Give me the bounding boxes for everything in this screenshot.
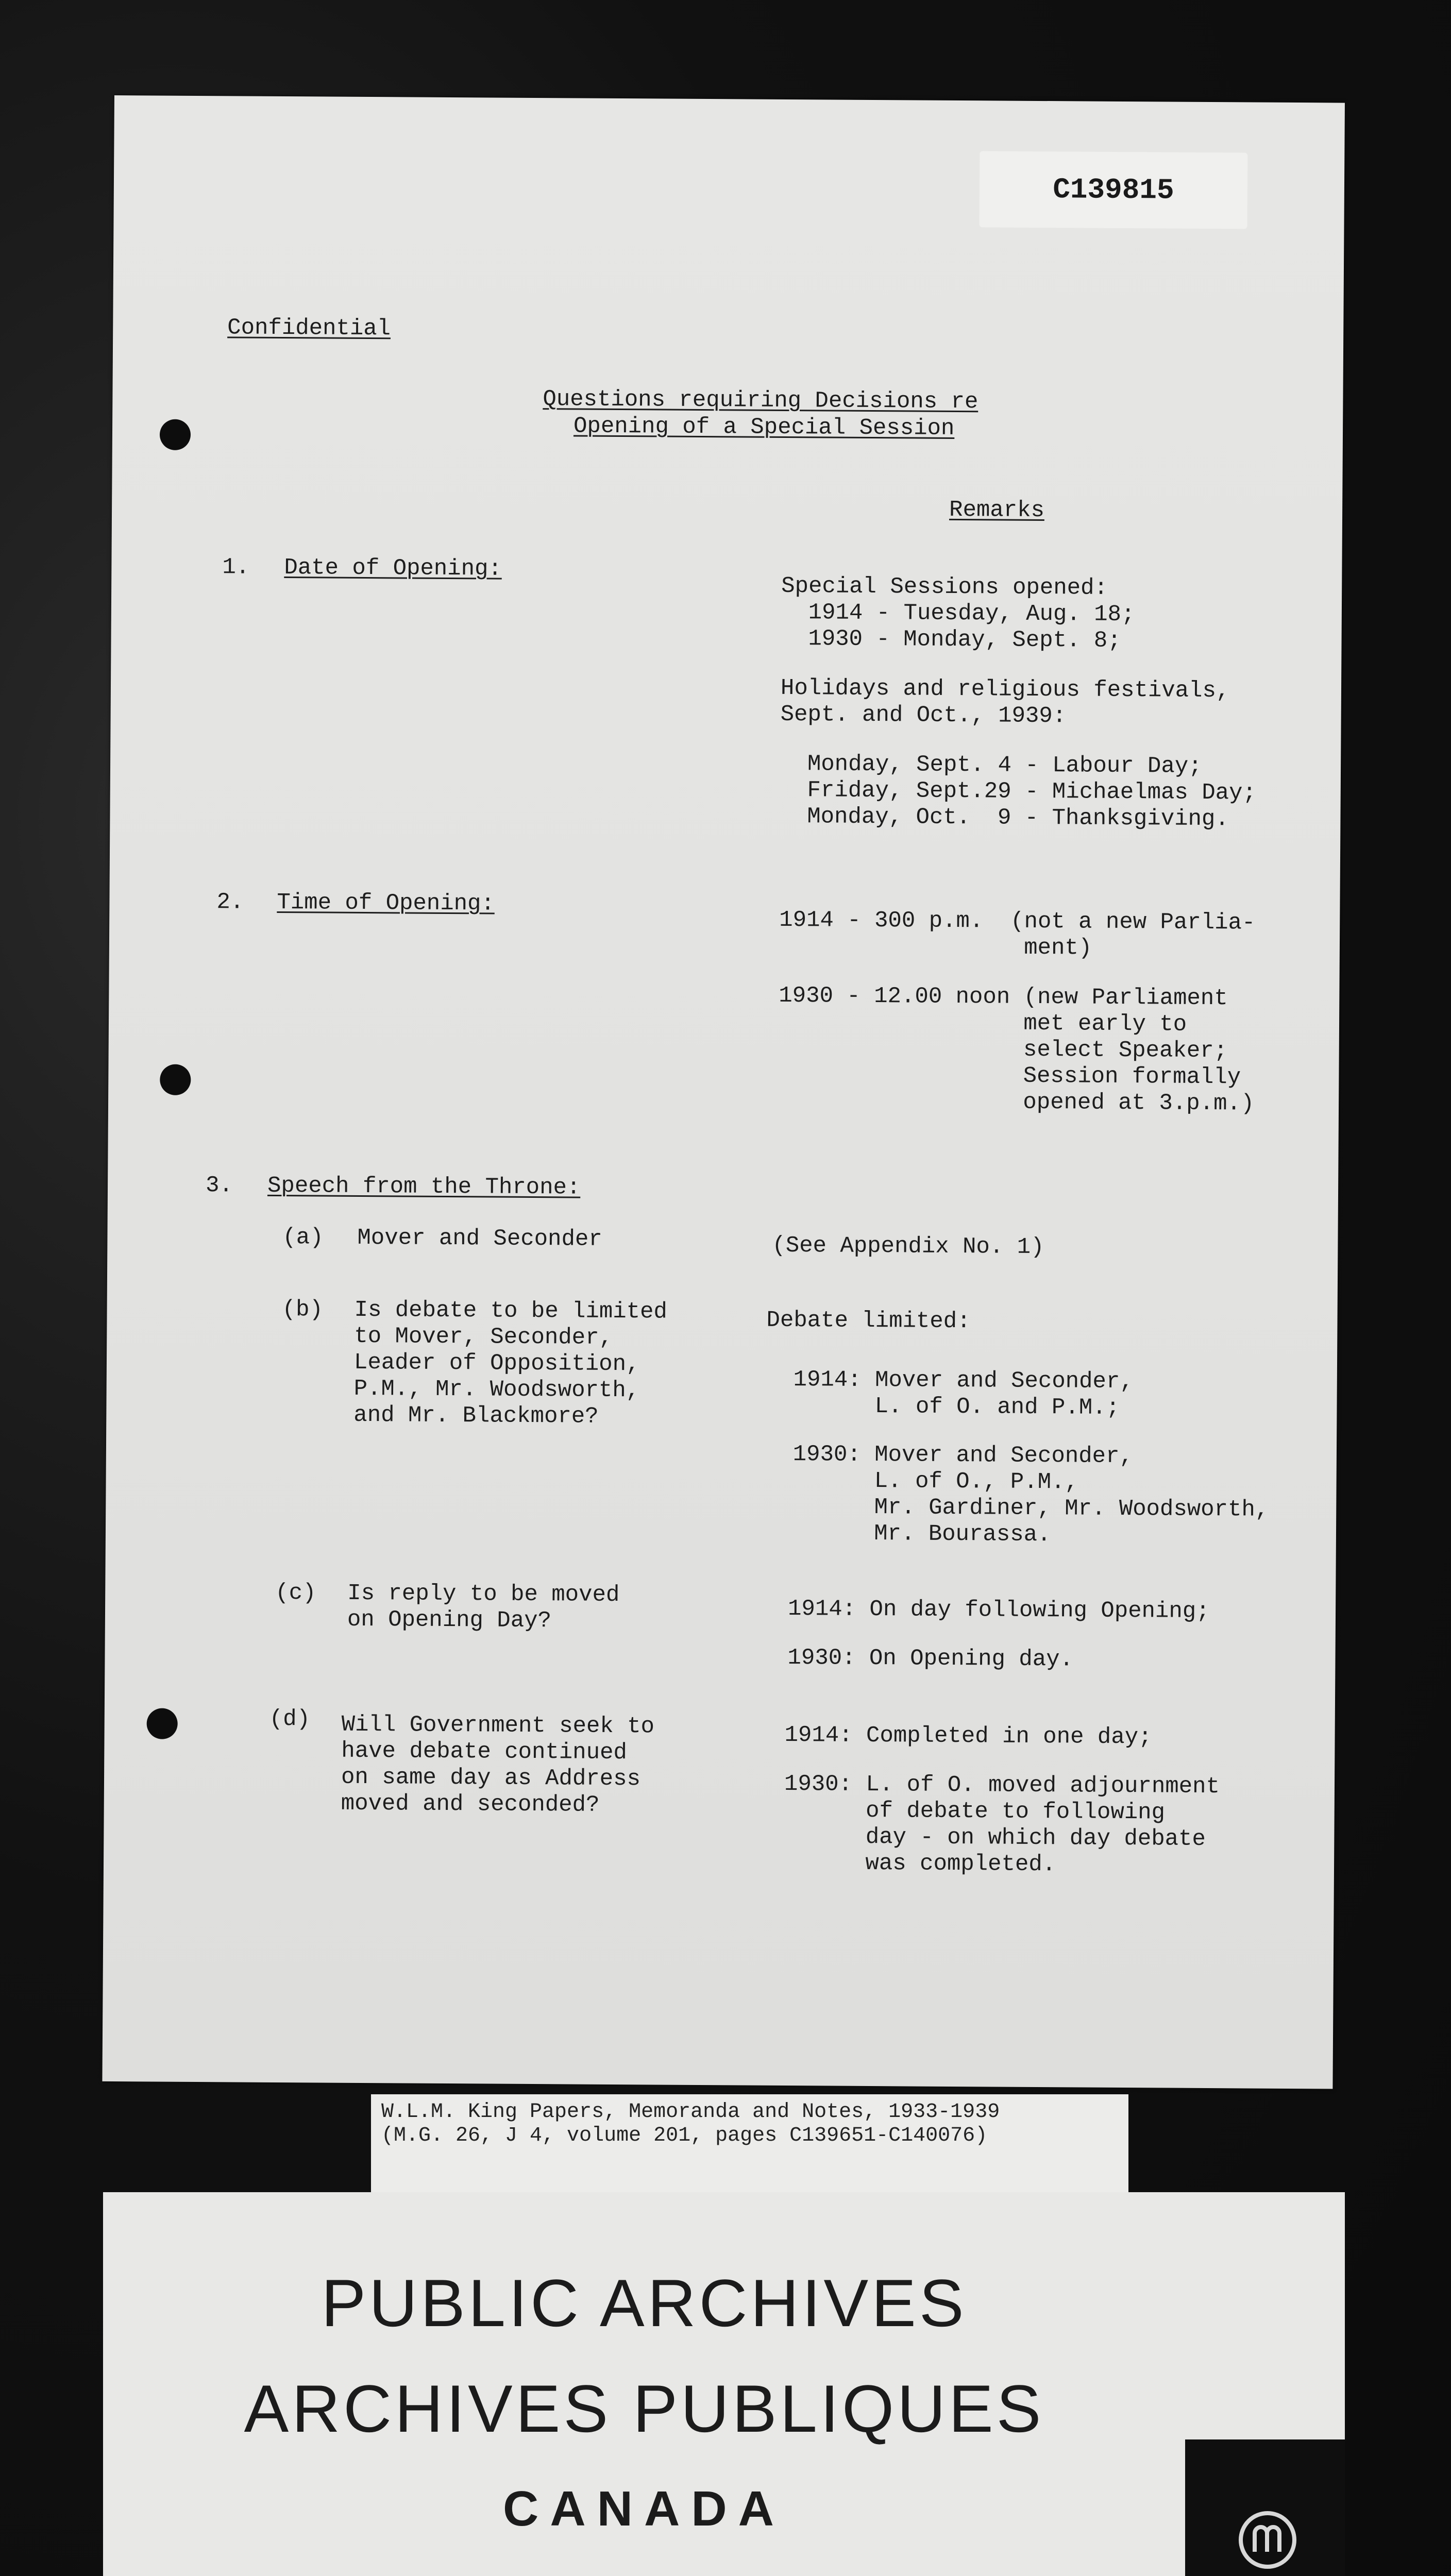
- item-3d-remark-4: day - on which day debate: [784, 1824, 1206, 1853]
- archive-label-country: CANADA: [503, 2481, 785, 2536]
- punch-hole-middle: [160, 1064, 191, 1095]
- item-3b-remark-1: Debate limited:: [766, 1307, 971, 1335]
- reference-stamp: [979, 151, 1247, 229]
- item-2-remark-5: select Speaker;: [778, 1035, 1228, 1064]
- item-2-remark-3: 1930 - 12.00 noon (new Parliament: [779, 982, 1228, 1012]
- title-line-1: Questions requiring Decisions re: [543, 386, 978, 415]
- item-1-remark-4: Holidays and religious festivals,: [780, 675, 1230, 704]
- item-3c-remark-2: 1930: On Opening day.: [787, 1645, 1074, 1673]
- item-3b-question-3: Leader of Opposition,: [353, 1349, 640, 1378]
- item-3b-question-5: and Mr. Blackmore?: [353, 1402, 599, 1430]
- caption-line-1: W.L.M. King Papers, Memoranda and Notes, 1933-1939: [381, 2100, 1000, 2124]
- item-3-number: 3.: [205, 1173, 233, 1199]
- item-2-heading: Time of Opening:: [277, 889, 495, 917]
- item-3c-question-2: on Opening Day?: [347, 1606, 552, 1634]
- item-3d-remark-3: of debate to following: [784, 1798, 1166, 1826]
- item-1-heading: Date of Opening:: [284, 555, 502, 582]
- item-3d-letter: (d): [269, 1706, 311, 1733]
- item-3b-remark-3: L. of O. and P.M.;: [766, 1393, 1120, 1421]
- item-1-remark-1: Special Sessions opened:: [781, 573, 1108, 601]
- microfilm-logo-icon: [1234, 2506, 1301, 2576]
- punch-hole-bottom: [147, 1708, 178, 1739]
- item-3b-remark-6: Mr. Gardiner, Mr. Woodsworth,: [765, 1494, 1269, 1523]
- item-3c-remark-1: 1914: On day following Opening;: [787, 1596, 1210, 1625]
- item-3b-question-1: Is debate to be limited: [354, 1297, 668, 1325]
- source-caption: [371, 2094, 1128, 2197]
- document-page: [102, 95, 1345, 2089]
- item-3-heading: Speech from the Throne:: [267, 1173, 581, 1201]
- item-3b-question-4: P.M., Mr. Woodsworth,: [353, 1376, 640, 1404]
- item-2-remark-7: opened at 3.p.m.): [778, 1088, 1255, 1117]
- item-2-remark-4: met early to: [778, 1009, 1187, 1038]
- archive-label-english: PUBLIC ARCHIVES: [321, 2265, 967, 2341]
- title-line-2: Opening of a Special Session: [573, 413, 955, 442]
- item-1-remark-3: 1930 - Monday, Sept. 8;: [781, 625, 1121, 654]
- item-3b-remark-4: 1930: Mover and Seconder,: [765, 1441, 1133, 1470]
- item-3d-question-4: moved and seconded?: [341, 1790, 600, 1818]
- item-3a-remark-1: (See Appendix No. 1): [772, 1232, 1044, 1261]
- item-2-remark-6: Session formally: [778, 1061, 1241, 1091]
- item-3a-question-1: Mover and Seconder: [357, 1225, 602, 1252]
- item-3a-letter: (a): [282, 1225, 324, 1251]
- item-3d-remark-5: was completed.: [783, 1850, 1056, 1878]
- item-3d-remark-2: 1930: L. of O. moved adjournment: [784, 1771, 1220, 1800]
- item-1-remark-6: Monday, Sept. 4 - Labour Day;: [780, 751, 1202, 779]
- item-3d-remark-1: 1914: Completed in one day;: [784, 1722, 1152, 1751]
- item-3b-question-2: to Mover, Seconder,: [354, 1323, 613, 1351]
- item-3b-remark-5: L. of O., P.M.,: [765, 1467, 1079, 1496]
- item-1-remark-8: Monday, Oct. 9 - Thanksgiving.: [780, 803, 1229, 833]
- item-2-number: 2.: [216, 889, 244, 916]
- ref-number: C139815: [1053, 173, 1174, 207]
- item-2-remark-1: 1914 - 300 p.m. (not a new Parlia-: [779, 907, 1256, 936]
- item-1-remark-2: 1914 - Tuesday, Aug. 18;: [781, 599, 1135, 628]
- item-1-remark-7: Friday, Sept.29 - Michaelmas Day;: [780, 777, 1257, 806]
- item-3c-question-1: Is reply to be moved: [347, 1580, 620, 1608]
- archive-label-board: [103, 2192, 1345, 2576]
- punch-hole-top: [160, 419, 191, 450]
- item-3d-question-3: on same day as Address: [341, 1764, 641, 1792]
- item-3d-question-1: Will Government seek to: [341, 1711, 655, 1740]
- classification-label: Confidential: [227, 315, 391, 342]
- item-1-number: 1.: [222, 554, 250, 581]
- item-3b-remark-7: Mr. Bourassa.: [765, 1520, 1051, 1548]
- item-2-remark-2: ment): [779, 933, 1092, 961]
- remarks-heading: Remarks: [949, 497, 1045, 524]
- item-3b-remark-2: 1914: Mover and Seconder,: [766, 1366, 1134, 1395]
- caption-line-2: (M.G. 26, J 4, volume 201, pages C139651-C140076): [381, 2124, 988, 2147]
- archive-label-french: ARCHIVES PUBLIQUES: [244, 2371, 1044, 2446]
- item-3d-question-2: have debate continued: [341, 1738, 628, 1766]
- item-3c-letter: (c): [275, 1580, 316, 1606]
- item-1-remark-5: Sept. and Oct., 1939:: [780, 701, 1067, 730]
- item-3b-letter: (b): [282, 1297, 323, 1323]
